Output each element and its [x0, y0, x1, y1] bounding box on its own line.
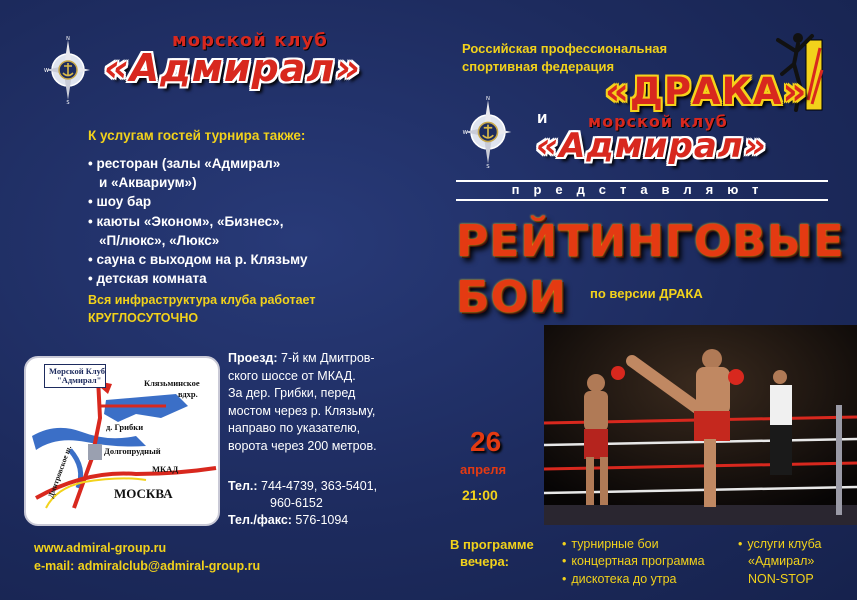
- list-item: • концертная программа: [562, 554, 705, 569]
- map-label: вдхр.: [178, 389, 198, 399]
- club-name: «Адмирал»: [104, 46, 361, 90]
- program-item: NON-STOP: [748, 571, 814, 586]
- services-title: К услугам гостей турнира также:: [88, 128, 306, 143]
- club-name: «Адмирал»: [536, 126, 767, 166]
- svg-text:N: N: [66, 36, 70, 42]
- map-label: МОСКВА: [114, 486, 173, 501]
- program-title-line: В программе: [450, 537, 534, 552]
- map-label: д. Грибки: [106, 422, 144, 432]
- phone-label: Тел.:: [228, 479, 258, 493]
- list-item: • услуги клуба: [738, 537, 822, 551]
- list-item: • детская комната: [88, 271, 207, 287]
- infra-line: КРУГЛОСУТОЧНО: [88, 311, 199, 325]
- phone-numbers: 744-4739, 363-5401,: [257, 479, 378, 493]
- location-map: [24, 356, 220, 526]
- infrastructure-note: [88, 291, 315, 327]
- map-label: МКАД: [152, 464, 179, 474]
- program-list: [738, 536, 821, 588]
- map-label: Дмитровское ш.: [46, 444, 74, 500]
- fight-photo: [544, 325, 857, 525]
- directions-line: За дер. Грибки, перед: [228, 386, 356, 401]
- directions-line: направо по указателю,: [228, 421, 361, 436]
- directions-line: мостом через р. Клязьму,: [228, 403, 376, 418]
- program-title: [450, 536, 534, 570]
- presents-label: представляют: [511, 182, 773, 197]
- contacts: [228, 478, 377, 530]
- svg-text:W: W: [44, 68, 49, 74]
- club-tagline: морской клуб: [588, 112, 728, 131]
- infra-line: Вся инфраструктура клуба работает: [88, 293, 316, 307]
- map-label: Морской Клуб: [49, 366, 106, 376]
- program-item: турнирные бои: [571, 537, 659, 551]
- program-list: [562, 536, 705, 588]
- conjunction: и: [537, 108, 548, 127]
- list-item: «П/люкс», «Люкс»: [99, 232, 220, 248]
- fax-label: Тел./факс:: [228, 513, 292, 528]
- program-item: концертная программа: [571, 554, 705, 569]
- program-item: дискотека до утра: [571, 571, 677, 586]
- svg-text:W: W: [462, 130, 468, 137]
- email-link[interactable]: e-mail: admiralclub@admiral-group.ru: [34, 558, 261, 573]
- event-date-month: апреля: [460, 462, 507, 477]
- compass-rose-icon: [460, 96, 516, 168]
- list-item: • сауна с выходом на р. Клязьму: [88, 252, 308, 268]
- list-item: • ресторан (залы «Адмирал»: [88, 156, 281, 171]
- event-subtitle: по версии ДРАКА: [590, 286, 703, 301]
- list-item: и «Аквариум»): [99, 175, 197, 191]
- event-date-day: 26: [470, 426, 502, 457]
- program-item: услуги клуба: [747, 537, 822, 551]
- event-time: 21:00: [462, 487, 498, 503]
- svg-text:S: S: [486, 164, 490, 168]
- website-link[interactable]: www.admiral-group.ru: [34, 541, 167, 555]
- directions-line: 7-й км Дмитров-: [277, 351, 375, 365]
- list-item: • шоу бар: [88, 194, 152, 210]
- svg-text:S: S: [66, 100, 70, 104]
- list-item: • турнирные бои: [562, 537, 659, 551]
- list-item: • дискотека до утра: [562, 571, 677, 586]
- federation-line: спортивная федерация: [462, 58, 615, 74]
- federation-logo-text: «ДРАКА»: [605, 70, 808, 113]
- compass-rose-icon: [44, 36, 92, 104]
- map-label: Долгопрудный: [104, 446, 161, 456]
- map-club-box: [44, 364, 106, 388]
- svg-text:N: N: [486, 96, 490, 103]
- program-item: «Адмирал»: [748, 554, 815, 569]
- event-title-line2: БОИ: [456, 272, 567, 323]
- directions-label: Проезд:: [228, 351, 278, 365]
- map-label: Клязьминское: [144, 378, 200, 388]
- fax-number: 576-1094: [291, 513, 349, 528]
- web-contacts: [34, 540, 260, 575]
- federation-line: Российская профессиональная: [462, 41, 668, 56]
- list-item: • каюты «Эконом», «Бизнес»,: [88, 213, 284, 229]
- phone-numbers: 960-6152: [270, 496, 323, 511]
- club-tagline: морской клуб: [172, 30, 328, 51]
- directions-line: ворота через 200 метров.: [228, 438, 377, 453]
- event-title-line1: РЕЙТИНГОВЫЕ: [456, 216, 845, 267]
- services-list: [88, 154, 307, 288]
- directions-text: [228, 350, 418, 456]
- directions-line: ского шоссе от МКАД.: [228, 368, 356, 383]
- map-label: "Адмирал": [57, 375, 102, 385]
- program-title-line: вечера:: [460, 554, 510, 569]
